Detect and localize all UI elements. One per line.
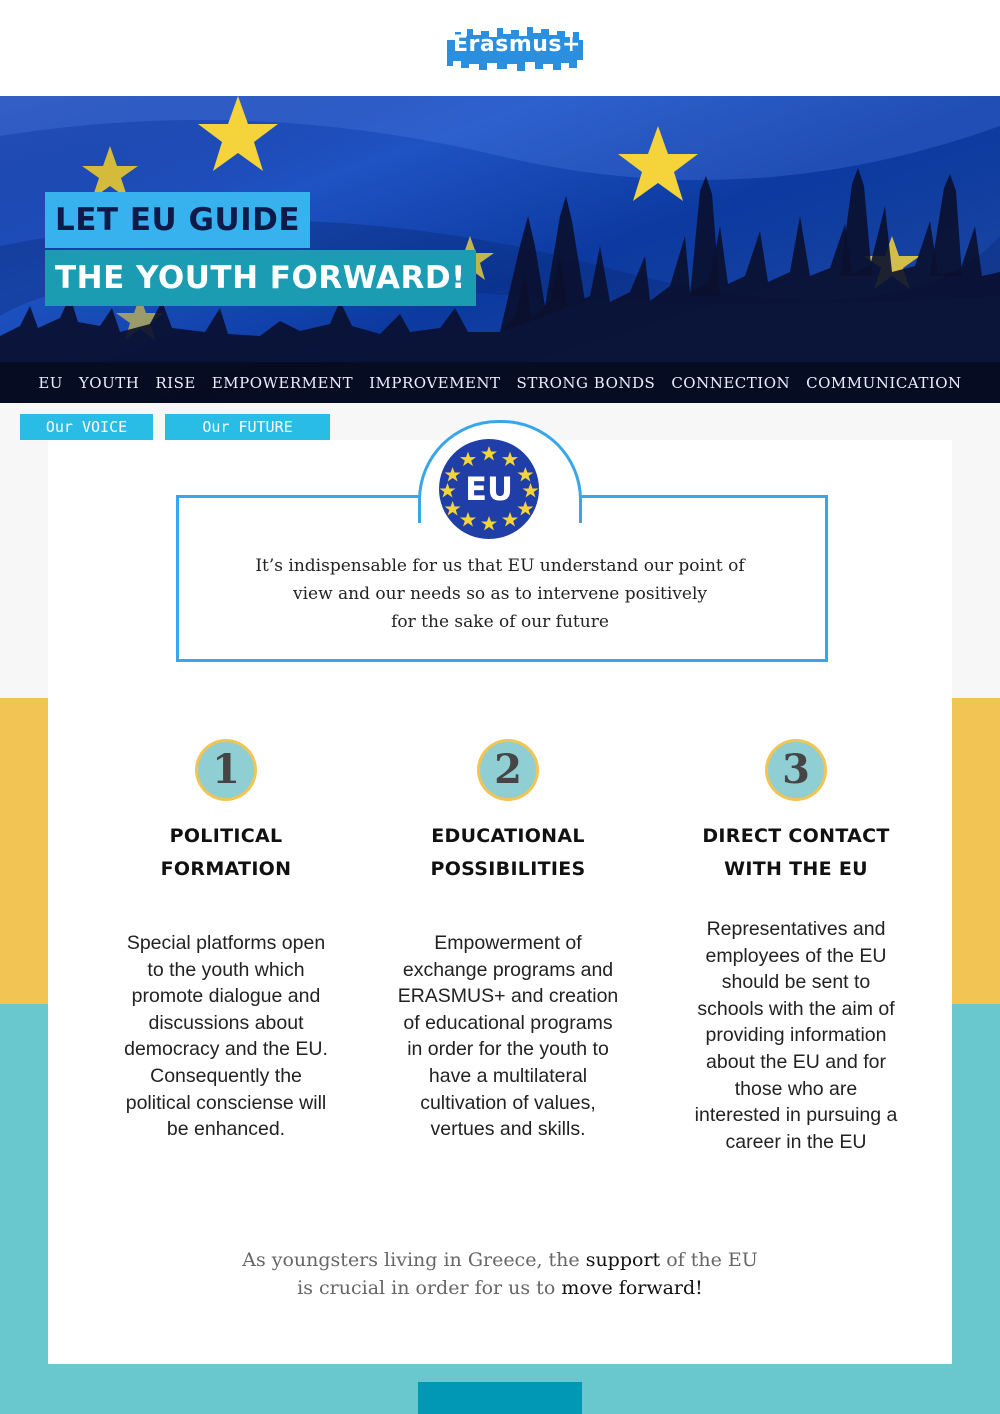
- column-educational-possibilities: [378, 738, 638, 1143]
- intro-line-1: It’s indispensable for us that EU understand our point of: [255, 556, 745, 576]
- bottom-tab: [418, 1382, 582, 1414]
- our-future-label: Our FUTURE: [165, 414, 330, 440]
- column-title: [96, 820, 356, 892]
- text-line: Special platforms open: [126, 932, 326, 954]
- closing-statement: [120, 1246, 880, 1302]
- keyword-communication: COMMUNICATION: [806, 374, 962, 392]
- eu-badge: [439, 439, 539, 539]
- hero-title-line-2: THE YOUTH FORWARD!: [45, 250, 476, 306]
- closing-text: As youngsters living in Greece, the: [242, 1249, 586, 1271]
- text-line: schools with the aim of: [697, 997, 895, 1020]
- number-text: 3: [782, 746, 810, 793]
- hero-banner: [0, 96, 1000, 403]
- column-direct-contact: [666, 738, 926, 1155]
- number-text: 1: [212, 746, 240, 793]
- text-line: career in the EU: [725, 1130, 867, 1153]
- text-line: political consciense will: [125, 1091, 327, 1114]
- text-line: those who are: [734, 1077, 858, 1100]
- logo-text: Erasmus+: [453, 32, 581, 57]
- keyword-strong-bonds: STRONG BONDS: [516, 374, 656, 392]
- text-line: about the EU and for: [706, 1050, 886, 1073]
- text-line: have a multilateral: [428, 1064, 588, 1087]
- keyword-empowerment: EMPOWERMENT: [211, 374, 354, 392]
- text-line: of educational programs: [403, 1011, 613, 1034]
- number-text: 2: [494, 746, 522, 793]
- erasmus-logo: [445, 26, 585, 72]
- text-line: Representatives and: [706, 918, 886, 940]
- closing-emphasis-support: support: [585, 1249, 661, 1271]
- keyword-rise: RISE: [155, 374, 196, 392]
- column-title-line-2: FORMATION: [160, 858, 292, 880]
- intro-line-2: view and our needs so as to intervene positively: [292, 584, 708, 604]
- intro-line-3: for the sake of our future: [391, 612, 609, 632]
- closing-emphasis-move-forward: move forward!: [561, 1277, 703, 1299]
- column-text: [378, 930, 638, 1143]
- text-line: democracy and the EU.: [124, 1038, 328, 1061]
- text-line: providing information: [705, 1024, 887, 1047]
- keyword-improvement: IMPROVEMENT: [369, 374, 501, 392]
- text-line: exchange programs and: [402, 958, 614, 981]
- text-line: in order for the youth to: [407, 1038, 609, 1061]
- text-line: Consequently the: [150, 1064, 302, 1087]
- column-political-formation: [96, 738, 356, 1143]
- text-line: should be sent to: [721, 971, 871, 994]
- number-badge: [476, 738, 540, 802]
- column-title-line-2: WITH THE EU: [724, 858, 868, 880]
- keyword-strip: [0, 374, 1000, 396]
- column-title: [378, 820, 638, 892]
- text-line: be enhanced.: [166, 1118, 286, 1141]
- column-text: [666, 916, 926, 1155]
- closing-line-2: [120, 1274, 880, 1302]
- text-line: employees of the EU: [705, 944, 887, 967]
- column-title: [666, 820, 926, 892]
- column-title-line-2: POSSIBILITIES: [430, 858, 586, 880]
- keyword-connection: CONNECTION: [671, 374, 791, 392]
- keyword-eu: EU: [38, 374, 63, 392]
- text-line: Empowerment of: [434, 932, 582, 954]
- eu-badge-text: EU: [465, 470, 513, 508]
- text-line: cultivation of values,: [420, 1091, 596, 1114]
- column-title-line-1: POLITICAL: [169, 825, 283, 847]
- column-title-line-1: EDUCATIONAL: [431, 825, 585, 847]
- closing-text: of the EU: [660, 1249, 758, 1271]
- text-line: vertues and skills.: [430, 1118, 586, 1141]
- number-badge: [194, 738, 258, 802]
- keyword-youth: YOUTH: [78, 374, 140, 392]
- column-text: [96, 930, 356, 1143]
- closing-text: is crucial in order for us to: [297, 1277, 562, 1299]
- hero-title-line-1: LET EU GUIDE: [45, 192, 310, 248]
- logo-bar: [0, 0, 1000, 96]
- text-line: interested in pursuing a: [694, 1104, 898, 1127]
- column-title-line-1: DIRECT CONTACT: [702, 825, 890, 847]
- text-line: ERASMUS+ and creation: [397, 985, 619, 1008]
- text-line: discussions about: [148, 1011, 304, 1034]
- intro-text: [180, 552, 820, 636]
- text-line: promote dialogue and: [131, 985, 321, 1008]
- number-badge: [764, 738, 828, 802]
- text-line: to the youth which: [147, 958, 305, 981]
- closing-line-1: [120, 1246, 880, 1274]
- our-voice-label: Our VOICE: [20, 414, 153, 440]
